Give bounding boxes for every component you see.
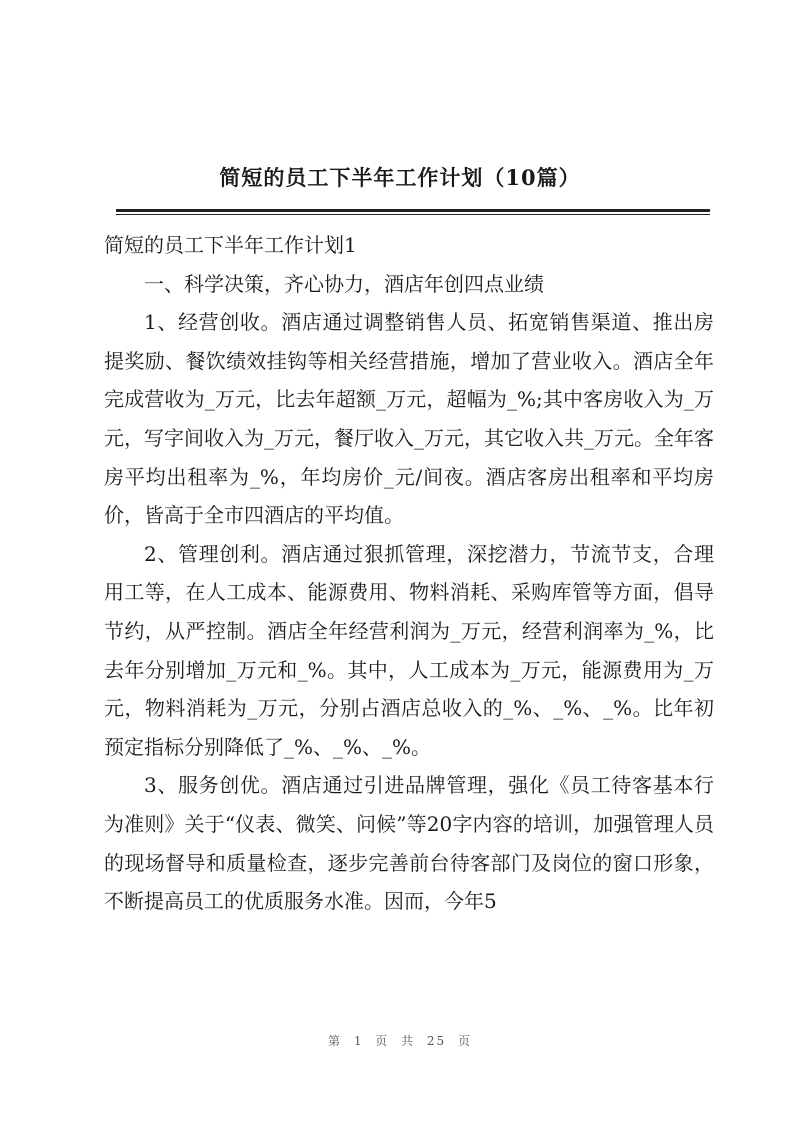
page-footer: 第 1 页 共 25 页 bbox=[328, 1034, 472, 1048]
title-divider-thin bbox=[116, 214, 710, 215]
paragraph-business-revenue: 1、经营创收。酒店通过调整销售人员、拓宽销售渠道、推出房提奖励、餐饮绩效挂钩等相关经营措施，增加了营业收入。酒店全年完成营收为_万元，比去年超额_万元，超幅为_%;其中客房收入为_万元，写字间收入为_万元，餐厅收入_万元，其它收入共_万元。全年客房平均出租率为_%，年均房价_元/间夜。酒店客房出租率和平均房价，皆高于全市四酒店的平均值。 bbox=[104, 310, 714, 528]
title-divider bbox=[116, 209, 710, 212]
section-subheading: 简短的员工下半年工作计划1 bbox=[104, 233, 357, 257]
paragraph-service-excellence: 3、服务创优。酒店通过引进品牌管理，强化《员工待客基本行为准则》关于“仪表、微笑、问候”等20字内容的培训，加强管理人员的现场督导和质量检查，逐步完善前台待客部门及岗位的窗口形象，不断提高员工的优质服务水准。因而，今年5 bbox=[104, 773, 714, 914]
page-title: 简短的员工下半年工作计划（10篇） bbox=[219, 165, 581, 190]
paragraph-management-profit: 2、管理创利。酒店通过狠抓管理，深挖潜力，节流节支，合理用工等，在人工成本、能源费用、物料消耗、采购库管等方面，倡导节约，从严控制。酒店全年经营利润为_万元，经营利润率为_%，比去年分别增加_万元和_%。其中，人工成本为_万元，能源费用为_万元，物料消耗为_万元，分别占酒店总收入的_%、_%、_%。比年初预定指标分别降低了_%、_%、_%。 bbox=[104, 541, 714, 759]
document-body bbox=[104, 226, 714, 921]
section-heading: 一、科学决策，齐心协力，酒店年创四点业绩 bbox=[144, 271, 544, 296]
